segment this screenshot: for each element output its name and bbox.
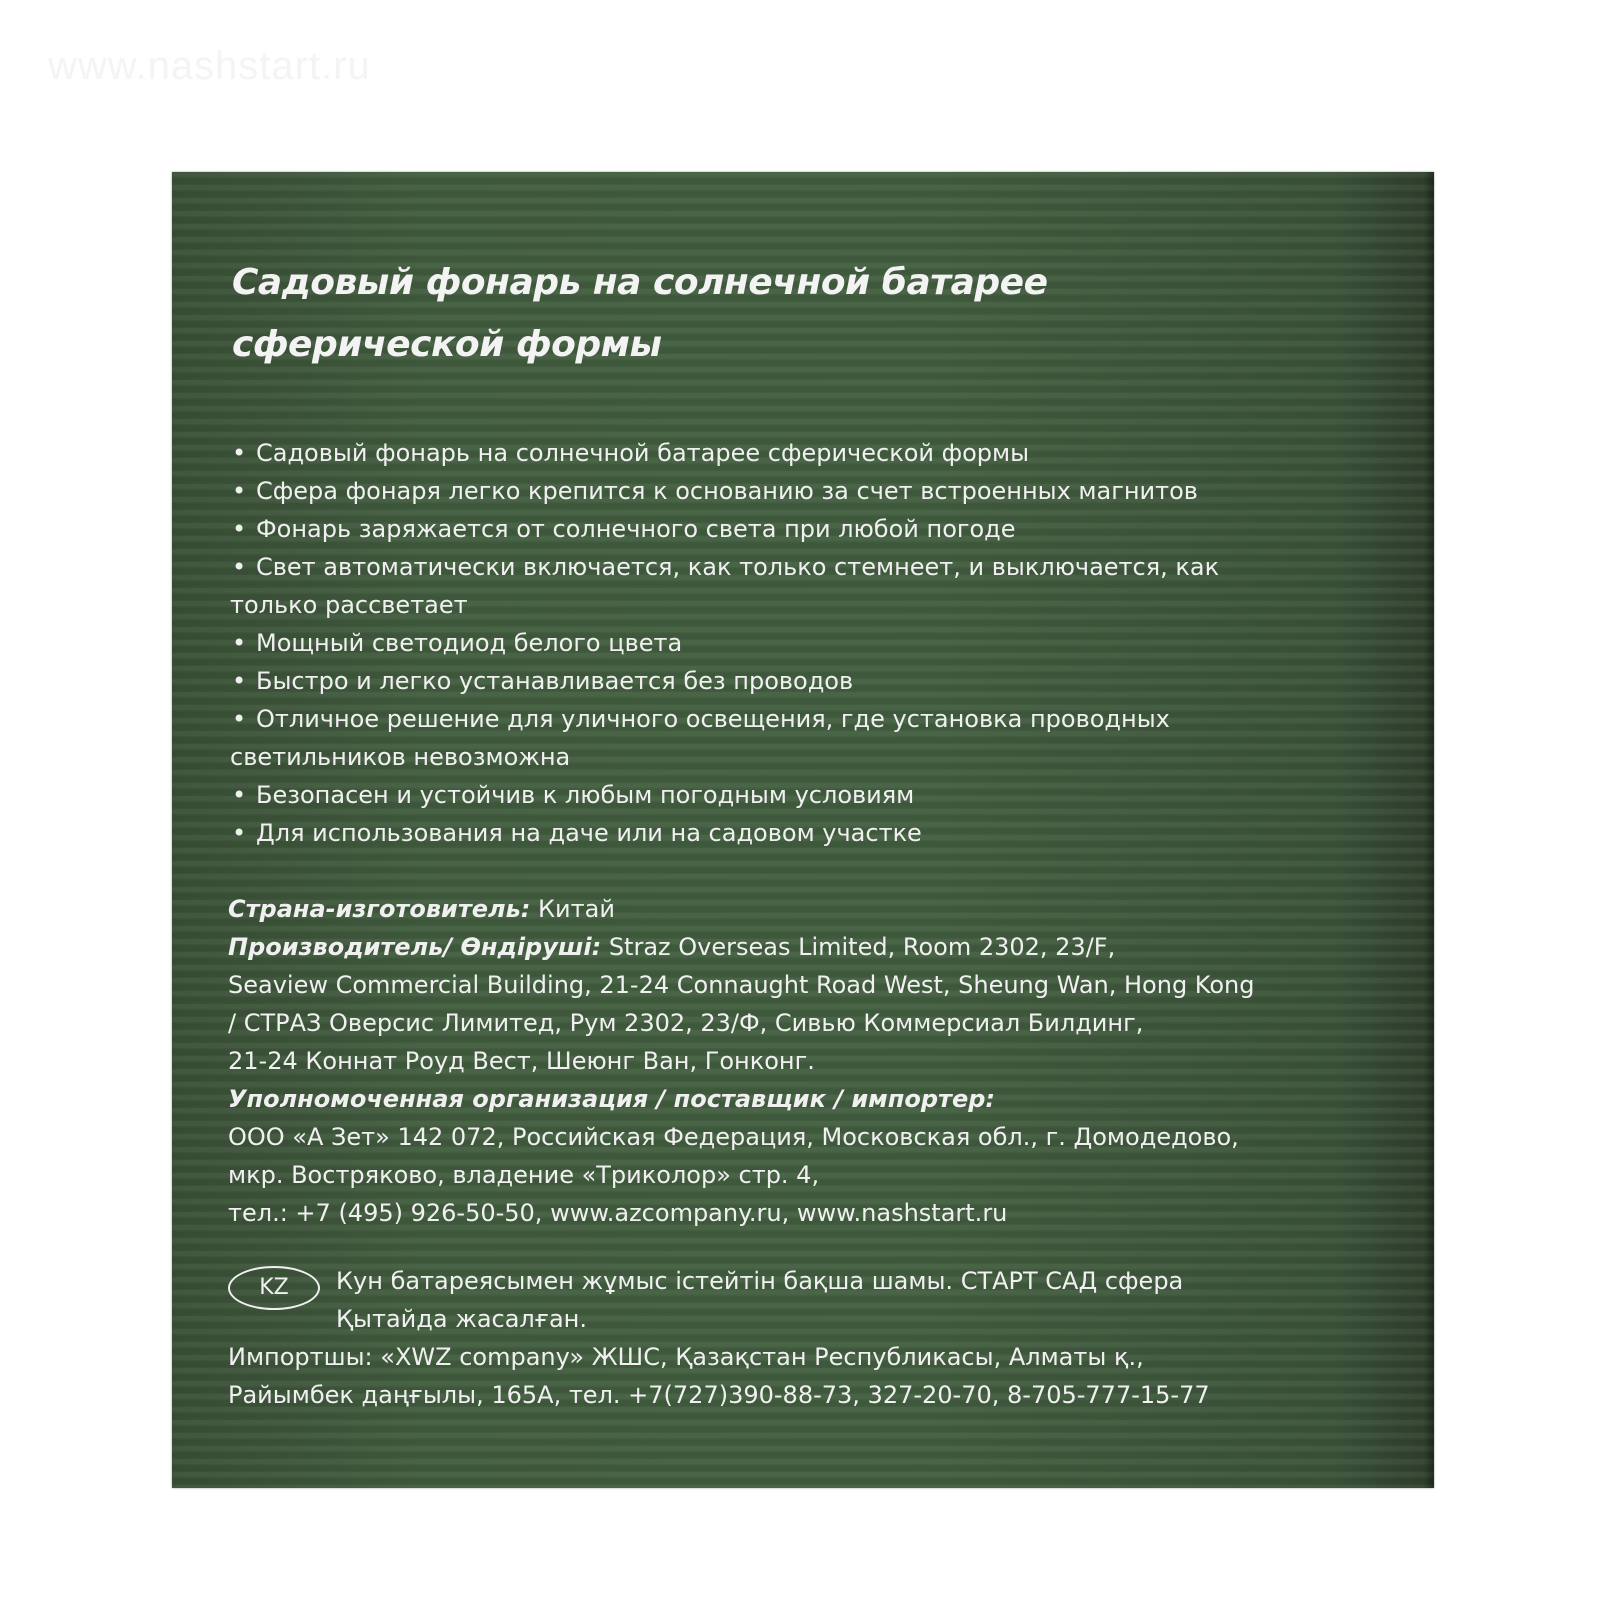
kazakh-header-row bbox=[228, 1262, 1388, 1338]
importer-line-3: тел.: +7 (495) 926-50-50, www.azcompany.ru, www.nashstart.ru bbox=[228, 1199, 1008, 1227]
feature-text: Сфера фонаря легко крепится к основанию за счет встроенных магнитов bbox=[256, 477, 1198, 505]
product-title-line-1: Садовый фонарь на солнечной батарее bbox=[232, 262, 1048, 303]
bullet-marker: • bbox=[232, 781, 247, 809]
feature-item bbox=[230, 700, 1330, 738]
kazakh-importer-line-2: Райымбек даңғылы, 165А, тел. +7(727)390-88-73, 327-20-70, 8-705-777-15-77 bbox=[228, 1381, 1210, 1409]
feature-text: Свет автоматически включается, как только стемнеет, и выключается, как bbox=[256, 553, 1220, 581]
feature-item bbox=[230, 662, 1330, 700]
bullet-marker: • bbox=[232, 667, 247, 695]
bullet-marker: • bbox=[232, 705, 247, 733]
manufacturer-info bbox=[228, 928, 1388, 1080]
kz-country-badge: KZ bbox=[228, 1266, 320, 1310]
kazakh-info bbox=[228, 1262, 1388, 1414]
feature-item bbox=[230, 510, 1330, 548]
feature-text: Быстро и легко устанавливается без проводов bbox=[256, 667, 854, 695]
kazakh-line-2: Қытайда жасалған. bbox=[336, 1305, 587, 1333]
manufacturer-line-3: / СТРАЗ Оверсис Лимитед, Рум 2302, 23/Ф, Сивью Коммерсиал Билдинг, bbox=[228, 1009, 1144, 1037]
package-back-panel bbox=[172, 172, 1434, 1488]
bullet-marker: • bbox=[232, 477, 247, 505]
importer-line-2: мкр. Востряково, владение «Триколор» стр. 4, bbox=[228, 1161, 820, 1189]
product-title-line-2: сферической формы bbox=[232, 324, 662, 365]
watermark-text: www.nashstart.ru bbox=[48, 44, 371, 88]
feature-item-continuation bbox=[230, 586, 1330, 624]
feature-item-continuation bbox=[230, 738, 1330, 776]
feature-item bbox=[230, 776, 1330, 814]
feature-text: Безопасен и устойчив к любым погодным условиям bbox=[256, 781, 915, 809]
feature-item bbox=[230, 472, 1330, 510]
bullet-marker: • bbox=[232, 439, 247, 467]
bullet-marker: • bbox=[232, 553, 247, 581]
kazakh-line-1: Кун батареясымен жұмыс істейтін бақша шамы. СТАРТ САД сфера bbox=[336, 1267, 1184, 1295]
feature-text: Отличное решение для уличного освещения, где установка проводных bbox=[256, 705, 1170, 733]
manufacturer-line-1: Straz Overseas Limited, Room 2302, 23/F, bbox=[601, 933, 1116, 961]
product-title bbox=[232, 252, 1332, 376]
bullet-marker: • bbox=[232, 515, 247, 543]
panel-shadow-edge bbox=[1424, 172, 1434, 1488]
bullet-marker: • bbox=[232, 629, 247, 657]
manufacturer-label: Производитель/ Өндіруші: bbox=[228, 933, 602, 961]
kazakh-importer-line-1: Импортшы: «XWZ company» ЖШС, Қазақстан Республикасы, Алматы қ., bbox=[228, 1343, 1144, 1371]
feature-text: Садовый фонарь на солнечной батарее сферической формы bbox=[256, 439, 1030, 467]
bullet-marker: • bbox=[232, 819, 247, 847]
manufacturer-line-2: Seaview Commercial Building, 21-24 Connaught Road West, Sheung Wan, Hong Kong bbox=[228, 971, 1255, 999]
country-label: Страна-изготовитель: bbox=[228, 895, 531, 923]
feature-list bbox=[230, 434, 1330, 852]
importer-line-1: ООО «А Зет» 142 072, Российская Федерация, Московская обл., г. Домодедово, bbox=[228, 1123, 1239, 1151]
feature-item bbox=[230, 548, 1330, 586]
feature-item bbox=[230, 434, 1330, 472]
country-of-origin bbox=[228, 890, 1388, 928]
country-value: Китай bbox=[530, 895, 615, 923]
manufacturer-line-4: 21-24 Коннат Роуд Вест, Шеюнг Ван, Гонконг. bbox=[228, 1047, 815, 1075]
feature-text: Для использования на даче или на садовом участке bbox=[256, 819, 922, 847]
feature-item bbox=[230, 814, 1330, 852]
feature-text: только рассветает bbox=[230, 591, 468, 619]
importer-label: Уполномоченная организация / поставщик / импортер: bbox=[228, 1085, 995, 1113]
feature-text: Мощный светодиод белого цвета bbox=[256, 629, 683, 657]
feature-item bbox=[230, 624, 1330, 662]
legal-info bbox=[228, 890, 1388, 1232]
feature-text: светильников невозможна bbox=[230, 743, 571, 771]
feature-text: Фонарь заряжается от солнечного света при любой погоде bbox=[256, 515, 1016, 543]
kazakh-product-text bbox=[336, 1262, 1183, 1338]
importer-info bbox=[228, 1080, 1388, 1232]
